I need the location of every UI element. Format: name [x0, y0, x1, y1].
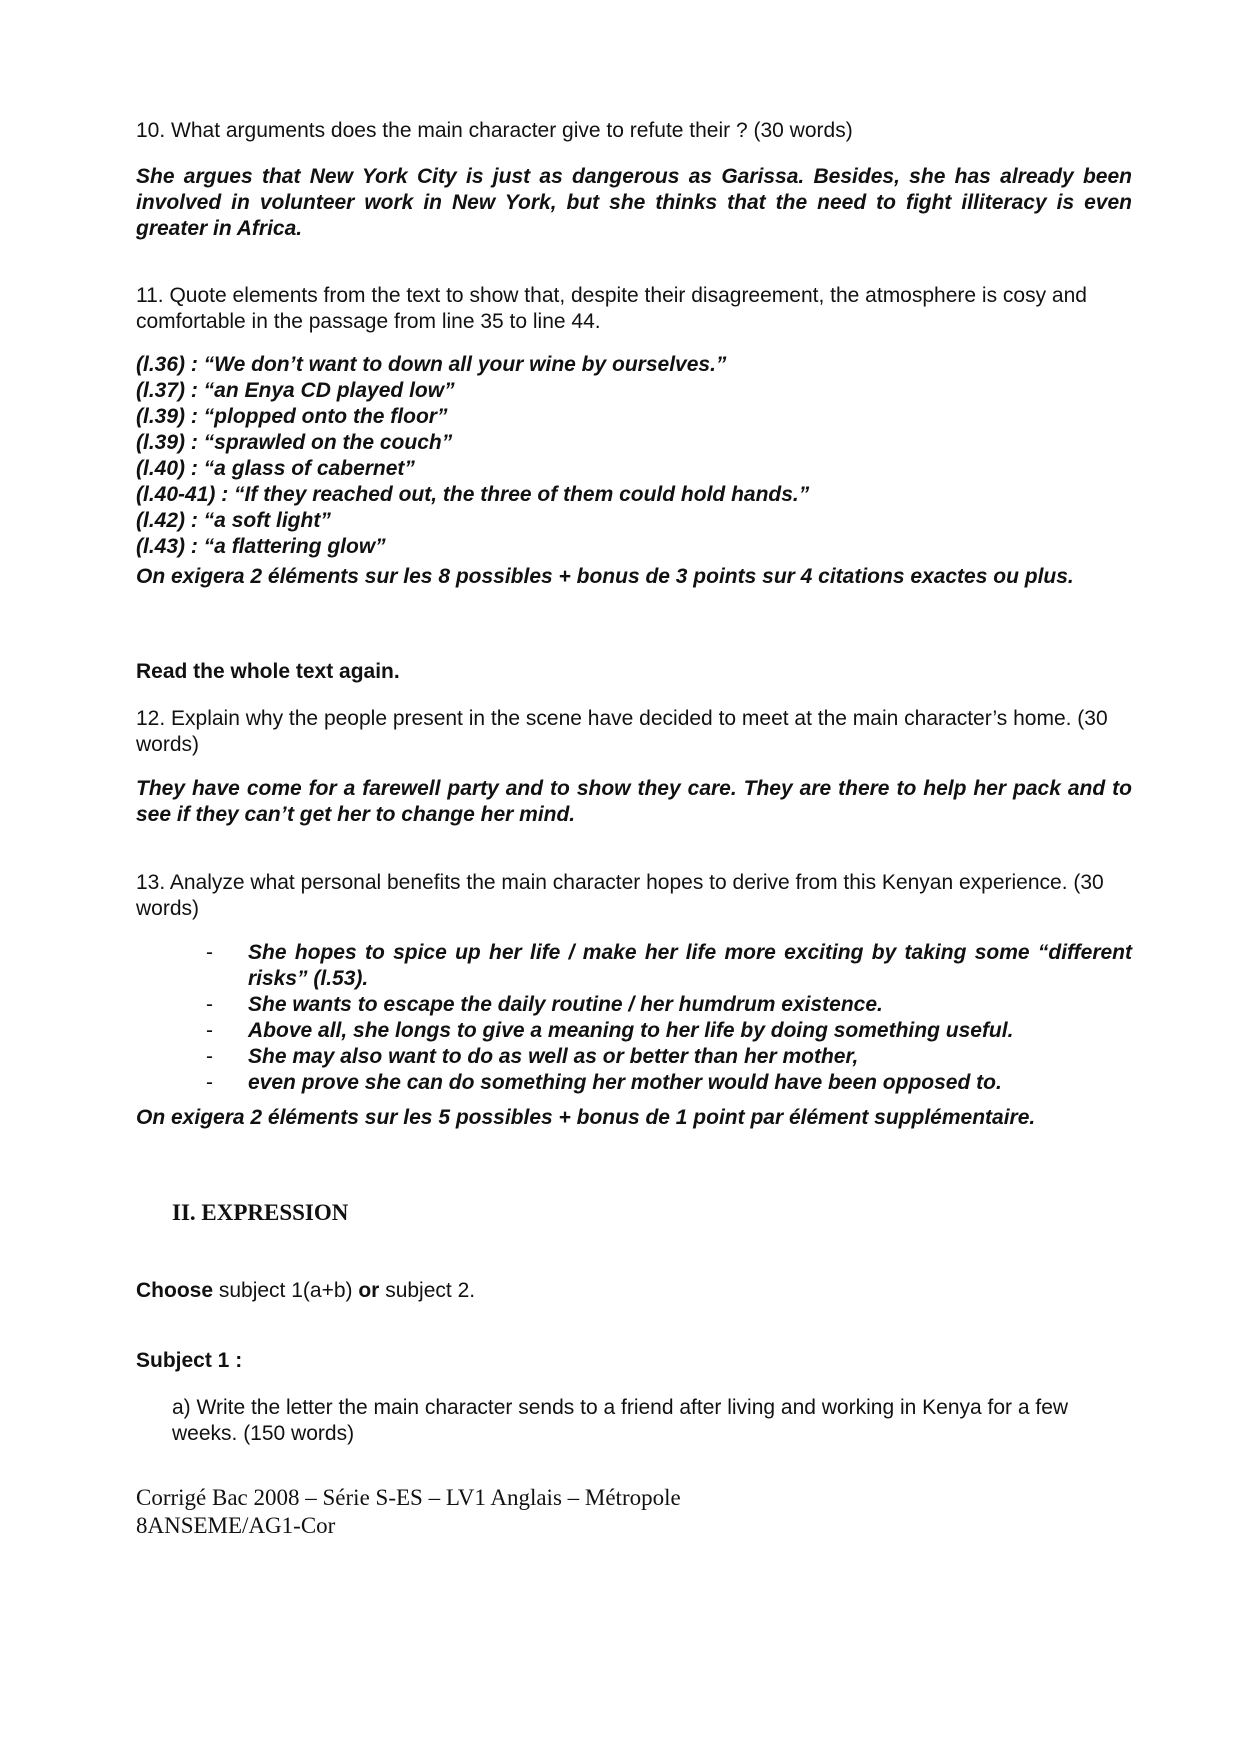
- bullet-dash-icon: -: [206, 941, 213, 964]
- read-again-instruction: Read the whole text again.: [136, 660, 400, 683]
- bullet-dash-icon: -: [206, 993, 213, 1016]
- benefit-list: [206, 940, 1132, 1096]
- benefit-item: [206, 940, 1132, 992]
- section-heading: II. EXPRESSION: [172, 1200, 349, 1225]
- benefit-item: [206, 1070, 1132, 1096]
- benefit-text: She hopes to spice up her life / make her life more exciting by taking some “different risks” (l.53).: [248, 941, 1132, 990]
- choose-instruction: [136, 1278, 1132, 1304]
- footer-code: 8ANSEME/AG1-Cor: [136, 1513, 336, 1538]
- benefit-item: [206, 992, 1132, 1018]
- quote-item: (l.40-41) : “If they reached out, the three of them could hold hands.”: [136, 483, 810, 506]
- quote-item: (l.42) : “a soft light”: [136, 509, 331, 532]
- grading-11: On exigera 2 éléments sur les 8 possibles + bonus de 3 points sur 4 citations exactes ou plus.: [136, 565, 1074, 588]
- answer-10: She argues that New York City is just as dangerous as Garissa. Besides, she has already been involved in volunteer work in New York, but she thinks that the need to fight illiteracy is even greater in Africa.: [136, 165, 1132, 240]
- or-bold: or: [358, 1279, 380, 1302]
- question-12: 12. Explain why the people present in the scene have decided to meet at the main character’s home. (30 words): [136, 707, 1108, 756]
- benefit-text: She wants to escape the daily routine / her humdrum existence.: [248, 993, 883, 1016]
- choose-bold: Choose: [136, 1279, 214, 1302]
- benefit-text: even prove she can do something her mother would have been opposed to.: [248, 1071, 1002, 1094]
- quote-item: (l.39) : “plopped onto the floor”: [136, 405, 448, 428]
- subject-1-label: Subject 1 :: [136, 1349, 243, 1372]
- question-11: 11. Quote elements from the text to show that, despite their disagreement, the atmosphere is cosy and comfortable in the passage from line 35 to line 44.: [136, 284, 1087, 333]
- subject-1a-prompt: a) Write the letter the main character sends to a friend after living and working in Kenya for a few weeks. (150 words): [172, 1396, 1069, 1445]
- benefit-item: [206, 1018, 1132, 1044]
- quote-item: (l.43) : “a flattering glow”: [136, 535, 386, 558]
- bullet-dash-icon: -: [206, 1045, 213, 1068]
- bullet-dash-icon: -: [206, 1019, 213, 1042]
- benefit-text: Above all, she longs to give a meaning to her life by doing something useful.: [248, 1019, 1014, 1042]
- footer-title: Corrigé Bac 2008 – Série S-ES – LV1 Anglais – Métropole: [136, 1485, 681, 1510]
- benefit-item: [206, 1044, 1132, 1070]
- quote-list: [136, 352, 1132, 560]
- quote-item: (l.36) : “We don’t want to down all your wine by ourselves.”: [136, 353, 727, 376]
- quote-item: (l.39) : “sprawled on the couch”: [136, 431, 453, 454]
- question-13: 13. Analyze what personal benefits the main character hopes to derive from this Kenyan experience. (30 words): [136, 871, 1104, 920]
- answer-12: They have come for a farewell party and to show they care. They are there to help her pack and to see if they can’t get her to change her mind.: [136, 777, 1132, 826]
- choose-text-end: subject 2.: [379, 1279, 476, 1302]
- choose-text: subject 1(a+b): [213, 1279, 359, 1302]
- benefit-text: She may also want to do as well as or better than her mother,: [248, 1045, 859, 1068]
- bullet-dash-icon: -: [206, 1071, 213, 1094]
- grading-13: On exigera 2 éléments sur les 5 possibles + bonus de 1 point par élément supplémentaire.: [136, 1106, 1036, 1129]
- question-10: 10. What arguments does the main character give to refute their ? (30 words): [136, 119, 853, 142]
- quote-item: (l.40) : “a glass of cabernet”: [136, 457, 415, 480]
- quote-item: (l.37) : “an Enya CD played low”: [136, 379, 455, 402]
